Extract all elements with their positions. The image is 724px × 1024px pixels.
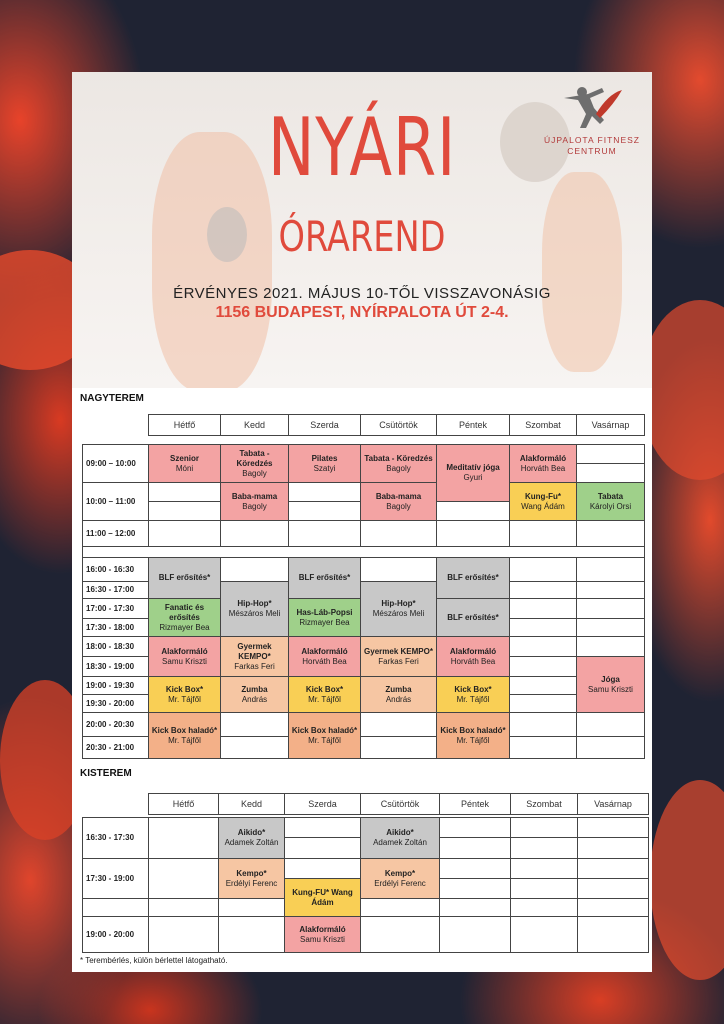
empty-cell — [510, 599, 577, 619]
empty-cell — [511, 818, 578, 838]
kisterem-schedule — [82, 793, 649, 953]
time-cell: 11:00 – 12:00 — [83, 521, 149, 547]
empty-cell — [511, 838, 578, 859]
empty-cell — [577, 445, 645, 464]
empty-cell — [577, 637, 645, 657]
empty-cell — [149, 483, 221, 502]
empty-cell — [577, 558, 645, 582]
empty-cell — [578, 818, 649, 838]
class-cell: Aikido* Adamek Zoltán — [219, 818, 285, 859]
empty-cell — [361, 917, 440, 953]
empty-cell — [149, 859, 219, 899]
empty-cell — [361, 558, 437, 582]
empty-cell — [577, 737, 645, 759]
empty-cell — [511, 879, 578, 899]
time-cell: 18:30 - 19:00 — [83, 657, 149, 677]
empty-cell — [577, 521, 645, 547]
empty-cell — [285, 838, 361, 859]
hero-photo — [72, 72, 652, 388]
empty-cell — [361, 737, 437, 759]
day-header: Hétfő — [149, 794, 219, 815]
empty-cell — [149, 502, 221, 521]
day-header: Szombat — [510, 415, 577, 436]
class-cell: Kick Box* Mr. Tájfől — [289, 677, 361, 713]
empty-cell — [510, 657, 577, 677]
section-title-nagyterem: NAGYTEREM — [80, 393, 144, 404]
empty-cell — [219, 917, 285, 953]
page-title: NYÁRI — [267, 101, 457, 194]
footnote: * Terembérlés, külön bérlettel látogatható. — [80, 956, 228, 965]
class-cell: BLF erősítés* — [437, 599, 510, 637]
day-header: Péntek — [437, 415, 510, 436]
paint-splash — [650, 780, 724, 980]
empty-cell — [361, 713, 437, 737]
class-cell: Kempo* Erdélyi Ferenc — [361, 859, 440, 899]
empty-cell — [578, 899, 649, 917]
logo-text: ÚJPALOTA FITNESZ — [544, 135, 640, 145]
empty-cell — [510, 695, 577, 713]
class-cell: Kempo* Erdélyi Ferenc — [219, 859, 285, 899]
empty-cell — [361, 521, 437, 547]
class-cell: Hip-Hop* Mészáros Meli — [361, 582, 437, 637]
empty-cell — [437, 521, 510, 547]
time-cell: 10:00 – 11:00 — [83, 483, 149, 521]
class-cell: Szenior Móni — [149, 445, 221, 483]
empty-cell — [289, 483, 361, 502]
class-cell: BLF erősítés* — [437, 558, 510, 599]
empty-cell — [440, 917, 511, 953]
time-cell: 20:00 - 20:30 — [83, 713, 149, 737]
class-cell: Kick Box haladó* Mr. Tájfől — [289, 713, 361, 759]
day-header: Csütörtök — [361, 794, 440, 815]
empty-cell — [149, 521, 221, 547]
class-cell: BLF erősítés* — [289, 558, 361, 599]
nagyterem-schedule — [82, 414, 645, 759]
empty-cell — [577, 599, 645, 619]
empty-cell — [578, 838, 649, 859]
empty-cell — [510, 713, 577, 737]
time-cell — [83, 899, 149, 917]
paint-splash — [640, 300, 724, 480]
empty-cell — [510, 558, 577, 582]
class-cell: Aikido* Adamek Zoltán — [361, 818, 440, 859]
time-cell: 19:30 - 20:00 — [83, 695, 149, 713]
class-cell: Tabata Károlyi Orsi — [577, 483, 645, 521]
class-cell: Jóga Samu Kriszti — [577, 657, 645, 713]
class-cell: Tabata - Köredzés Bagoly — [361, 445, 437, 483]
class-cell: Zumba András — [221, 677, 289, 713]
corner-cell — [83, 794, 149, 815]
empty-cell — [437, 502, 510, 521]
empty-cell — [361, 899, 440, 917]
logo-figure-icon — [560, 84, 624, 130]
club-logo — [542, 84, 642, 157]
empty-cell — [577, 619, 645, 637]
empty-cell — [578, 879, 649, 899]
class-cell: Zumba András — [361, 677, 437, 713]
time-cell: 17:30 - 19:00 — [83, 859, 149, 899]
empty-cell — [511, 917, 578, 953]
empty-cell — [578, 917, 649, 953]
empty-cell — [289, 502, 361, 521]
day-header: Csütörtök — [361, 415, 437, 436]
empty-cell — [511, 899, 578, 917]
spacer-row — [83, 547, 645, 558]
empty-cell — [440, 818, 511, 838]
class-cell: Alakformáló Samu Kriszti — [285, 917, 361, 953]
empty-cell — [577, 582, 645, 599]
empty-cell — [510, 637, 577, 657]
time-cell: 17:30 - 18:00 — [83, 619, 149, 637]
validity-text: ÉRVÉNYES 2021. MÁJUS 10-TŐL VISSZAVONÁSIG — [173, 285, 551, 302]
class-cell: Kick Box* Mr. Tájfől — [437, 677, 510, 713]
time-cell: 16:30 - 17:00 — [83, 582, 149, 599]
time-cell: 17:00 - 17:30 — [83, 599, 149, 619]
class-cell: Baba-mama Bagoly — [221, 483, 289, 521]
empty-cell — [578, 859, 649, 879]
corner-cell — [83, 415, 149, 436]
day-header: Szerda — [285, 794, 361, 815]
empty-cell — [510, 521, 577, 547]
empty-cell — [149, 899, 219, 917]
empty-cell — [440, 879, 511, 899]
empty-cell — [221, 737, 289, 759]
empty-cell — [577, 713, 645, 737]
address-text: 1156 BUDAPEST, NYÍRPALOTA ÚT 2-4. — [215, 304, 509, 321]
class-cell: Kung-FU* Wang Ádám — [285, 879, 361, 917]
class-cell: Has-Láb-Popsi Rizmayer Bea — [289, 599, 361, 637]
empty-cell — [440, 899, 511, 917]
empty-cell — [510, 619, 577, 637]
day-header: Szombat — [511, 794, 578, 815]
page-subtitle: ÓRAREND — [278, 212, 446, 261]
time-cell: 18:00 - 18:30 — [83, 637, 149, 657]
logo-text: CENTRUM — [567, 146, 617, 156]
class-cell: Alakformáló Horváth Bea — [437, 637, 510, 677]
day-header: Vasárnap — [578, 794, 649, 815]
time-cell: 19:00 - 20:00 — [83, 917, 149, 953]
class-cell: Gyermek KEMPO* Farkas Feri — [221, 637, 289, 677]
empty-cell — [510, 737, 577, 759]
empty-cell — [289, 521, 361, 547]
photo-person — [542, 172, 622, 372]
empty-cell — [221, 558, 289, 582]
time-cell: 09:00 – 10:00 — [83, 445, 149, 483]
empty-cell — [219, 899, 285, 917]
empty-cell — [221, 521, 289, 547]
class-cell: Alakformáló Horváth Bea — [289, 637, 361, 677]
class-cell: Kick Box* Mr. Tájfől — [149, 677, 221, 713]
empty-cell — [511, 859, 578, 879]
class-cell: Kung-Fu* Wang Ádám — [510, 483, 577, 521]
empty-cell — [285, 859, 361, 879]
time-cell: 20:30 - 21:00 — [83, 737, 149, 759]
empty-cell — [149, 818, 219, 859]
empty-cell — [440, 838, 511, 859]
class-cell: Alakformáló Horváth Bea — [510, 445, 577, 483]
class-cell: Tabata - Köredzés Bagoly — [221, 445, 289, 483]
class-cell: Kick Box haladó* Mr. Tájfől — [437, 713, 510, 759]
empty-cell — [221, 713, 289, 737]
section-title-kisterem: KISTEREM — [80, 768, 132, 779]
class-cell: Gyermek KEMPO* Farkas Feri — [361, 637, 437, 677]
empty-cell — [510, 677, 577, 695]
day-header: Vasárnap — [577, 415, 645, 436]
class-cell: Baba-mama Bagoly — [361, 483, 437, 521]
class-cell: Alakformáló Samu Kriszti — [149, 637, 221, 677]
day-header: Hétfő — [149, 415, 221, 436]
time-cell: 19:00 - 19:30 — [83, 677, 149, 695]
day-header: Péntek — [440, 794, 511, 815]
class-cell: Kick Box haladó* Mr. Tájfől — [149, 713, 221, 759]
class-cell: Pilates Szatyi — [289, 445, 361, 483]
day-header: Kedd — [219, 794, 285, 815]
class-cell: Hip-Hop* Mészáros Meli — [221, 582, 289, 637]
empty-cell — [285, 818, 361, 838]
empty-cell — [149, 917, 219, 953]
time-cell: 16:30 - 17:30 — [83, 818, 149, 859]
day-header: Kedd — [221, 415, 289, 436]
class-cell: BLF erősítés* — [149, 558, 221, 599]
empty-cell — [440, 859, 511, 879]
empty-cell — [577, 464, 645, 483]
class-cell: Meditatív jóga Gyuri — [437, 445, 510, 502]
time-cell: 16:00 - 16:30 — [83, 558, 149, 582]
empty-cell — [510, 582, 577, 599]
schedule-sheet — [72, 72, 652, 972]
class-cell: Fanatic és erősítés Rizmayer Bea — [149, 599, 221, 637]
day-header: Szerda — [289, 415, 361, 436]
